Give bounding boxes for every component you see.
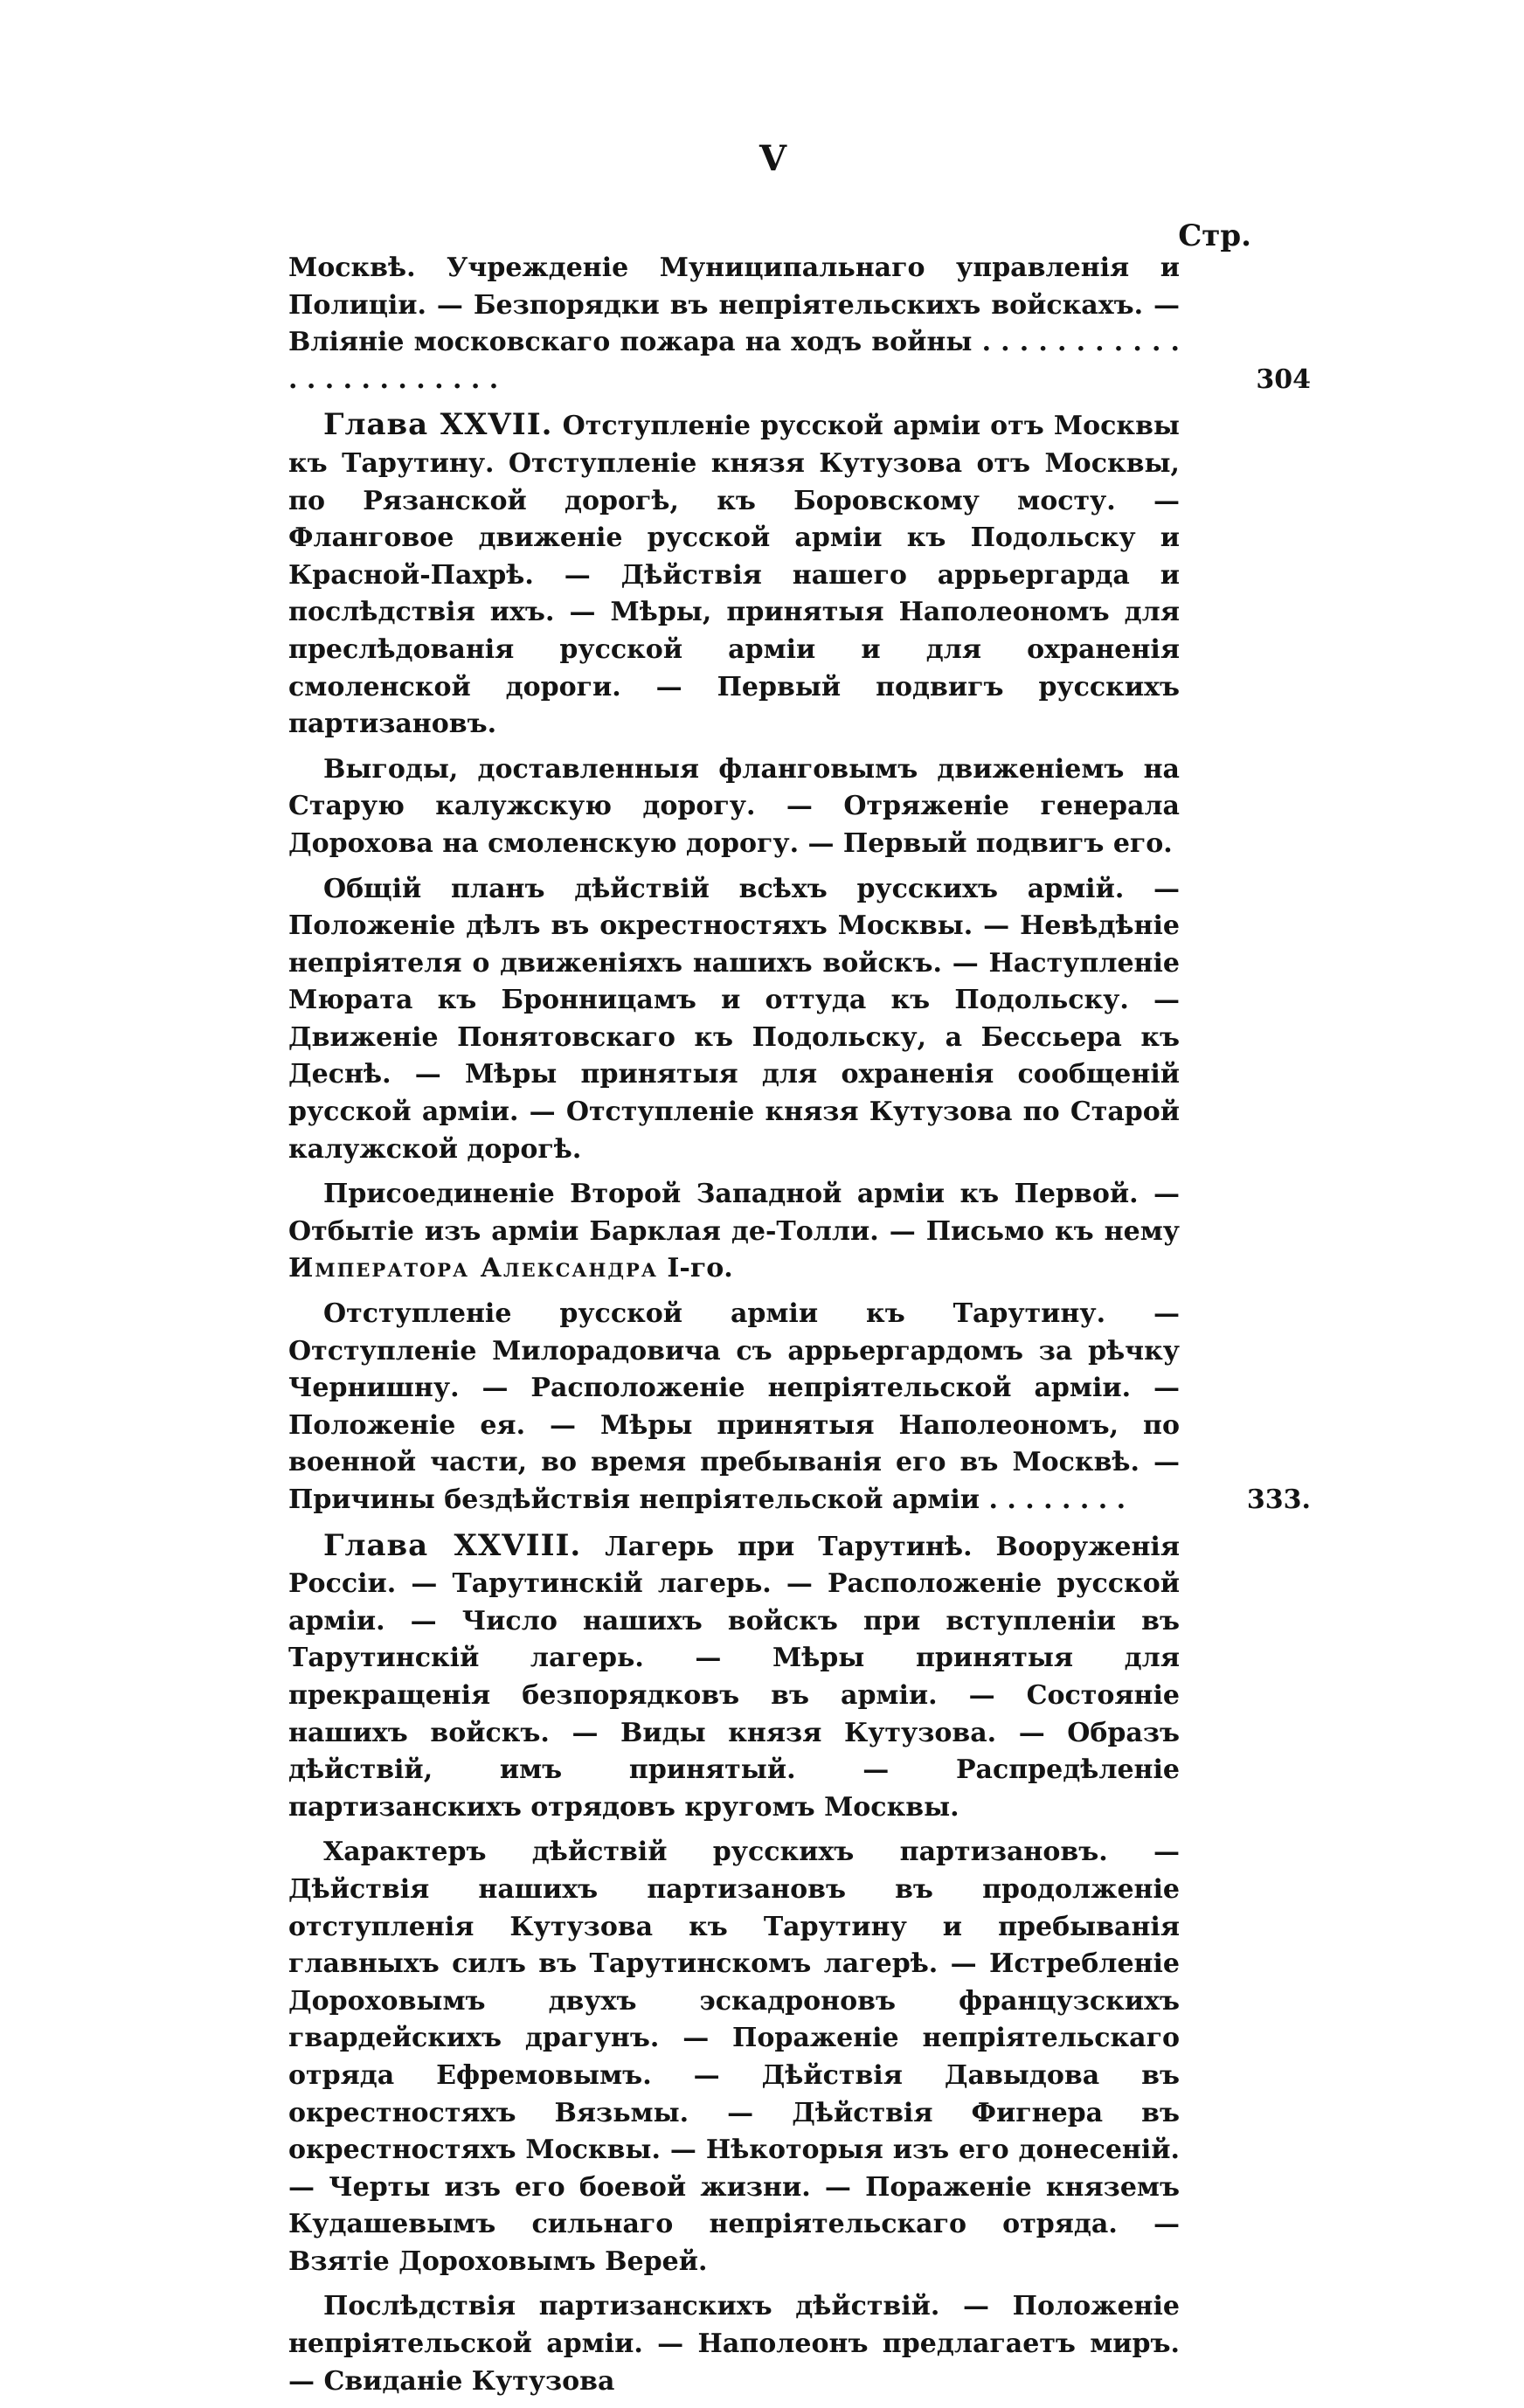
page-column-label: Стр. (1178, 218, 1251, 253)
toc-entry-text: Москвѣ. Учрежденіе Муниципальнаго управленія и Полиціи. — Безпорядки въ непріятельскихъ войскахъ. — Вліяніе московскаго пожара на ходъ войны . . . . . . . . . . . . . . . . . . . . . . . (288, 253, 1180, 395)
toc-entry (288, 250, 1311, 398)
toc-entry-text: Общій планъ дѣйствій всѣхъ русскихъ армій. — Положеніе дѣлъ въ окрестностяхъ Москвы. — Невѣдѣніе непріятеля о движеніяхъ нашихъ войскъ. — Наступленіе Мюрата къ Бронницамъ и оттуда къ Подольску. — Движеніе Понятовскаго къ Подольску, а Бессьера къ Деснѣ. — Мѣры принятыя для охраненія сообщеній русской арміи. — Отступленіе князя Кутузова по Старой калужской дорогѣ. (288, 873, 1180, 1165)
toc-entry-text: Характеръ дѣйствій русскихъ партизановъ. — Дѣйствія нашихъ партизановъ въ продолженіе отступленія Кутузова къ Тарутину и пребыванія главныхъ силъ въ Тарутинскомъ лагерѣ. — Истребленіе Дороховымъ двухъ эскадроновъ французскихъ гвардейскихъ драгунъ. — Пораженіе непріятельскаго отряда Ефремовымъ. — Дѣйствія Давыдова въ окрестностяхъ Вязьмы. — Дѣйствія Фигнера въ окрестностяхъ Москвы. — Нѣкоторыя изъ его донесеній. — Черты изъ его боевой жизни. — Пораженіе княземъ Кудашевымъ сильнаго непріятельскаго отряда. — Взятіе Дороховымъ Верей. (288, 1837, 1180, 2277)
toc-page-number: 304 (1256, 363, 1311, 395)
toc-entry (288, 1296, 1311, 1519)
toc-entry (288, 2288, 1180, 2400)
page-folio: V (759, 138, 788, 179)
table-of-contents (288, 250, 1311, 2408)
toc-entry-text: Присоединеніе Второй Западной арміи къ Первой. — Отбытіе изъ арміи Барклая де-Толли. — Письмо къ нему (288, 1179, 1180, 1247)
chapter-entry (288, 1527, 1180, 1827)
toc-page-number: 333. (1246, 1484, 1311, 1515)
toc-entry (288, 1176, 1180, 1288)
toc-entry-text: Послѣдствія партизанскихъ дѣйствій. — Положеніе непріятельской арміи. — Наполеонъ предлагаетъ миръ. — Свиданіе Кутузова (288, 2291, 1180, 2397)
chapter-summary: Отступленіе русской арміи отъ Москвы къ Тарутину. Отступленіе князя Кутузова отъ Москвы, по Рязанской дорогѣ, къ Боровскому мосту. — Фланговое движеніе русской арміи къ Подольску и Красной-Пахрѣ. — Дѣйствія нашего аррьергарда и послѣдствія ихъ. — Мѣры, принятыя Наполеономъ для преслѣдованія русской арміи и для охраненія смоленской дороги. — Первый подвигъ русскихъ партизановъ. (288, 411, 1180, 740)
toc-entry (288, 751, 1180, 863)
toc-entry (288, 871, 1180, 1169)
toc-entry-text-tail: І-го. (667, 1253, 733, 1284)
chapter-heading: Глава XXVII. (323, 407, 553, 443)
toc-entry (288, 1834, 1180, 2280)
chapter-summary: Лагерь при Тарутинѣ. Вооруженія Россіи. — Тарутинскій лагерь. — Расположеніе русской арміи. — Число нашихъ войскъ при вступленіи въ Тарутинскій лагерь. — Мѣры принятыя для прекращенія безпорядковъ въ арміи. — Состояніе нашихъ войскъ. — Виды князя Кутузова. — Образъ дѣйствій, имъ принятый. — Распредѣленіе партизанскихъ отрядовъ кругомъ Москвы. (288, 1531, 1180, 1823)
toc-entry-text: Отступленіе русской арміи къ Тарутину. — Отступленіе Милорадовича съ аррьергардомъ за рѣчку Чернишну. — Расположеніе непріятельской арміи. — Положеніе ея. — Мѣры принятыя Наполеономъ, по военной части, во время пребыванія его въ Москвѣ. — Причины бездѣйствія непріятельской арміи . . . . . . . . (288, 1298, 1180, 1515)
chapter-heading: Глава XXVIII. (323, 1527, 582, 1563)
chapter-entry (288, 406, 1180, 743)
toc-entry-text: Выгоды, доставленныя фланговымъ движеніемъ на Старую калужскую дорогу. — Отряженіе генерала Дорохова на смоленскую дорогу. — Первый подвигъ его. (288, 753, 1180, 859)
emperor-name: Императора Александра (288, 1253, 658, 1284)
